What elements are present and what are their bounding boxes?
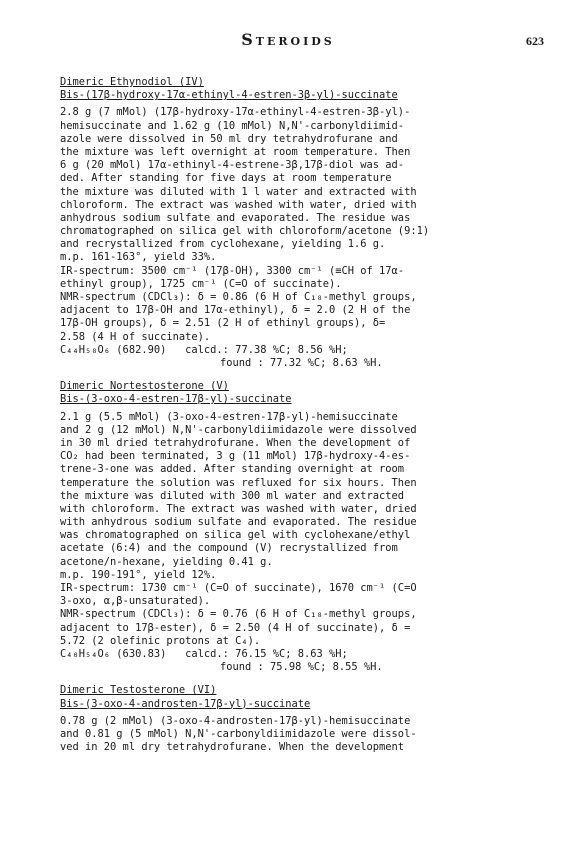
- running-head: [0, 30, 576, 52]
- text-line: 2.1 g (5.5 mMol) (3-oxo-4-estren-17β-yl)-hemisuccinate: [60, 410, 398, 423]
- text-line: acetate (6:4) and the compound (V) recrystallized from: [60, 542, 398, 555]
- section-gap: [60, 754, 538, 758]
- text-line: m.p. 161-163°, yield 33%.: [60, 251, 217, 264]
- text-line: hemisuccinate and 1.62 g (10 mMol) N,N'-carbonyldiimid-: [60, 119, 405, 132]
- text-line: 6 g (20 mMol) 17α-ethinyl-4-estrene-3β,17β-diol was ad-: [60, 159, 405, 172]
- found-values: found : 77.32 %C; 8.63 %H.: [220, 356, 383, 369]
- molecular-formula: C₄₀H₅₄O₆ (630.83): [60, 647, 167, 660]
- text-line: 5.72 (2 olefinic protons at C₄).: [60, 634, 261, 647]
- elemental-analysis-calcd: [60, 344, 538, 357]
- section-2: [60, 380, 538, 674]
- text-line: the mixture was diluted with 300 ml water and extracted: [60, 489, 405, 502]
- section-subtitle: Bis-(3-oxo-4-androsten-17β-yl)-succinate: [60, 697, 311, 710]
- section-subtitle: Bis-(17β-hydroxy-17α-ethinyl-4-estren-3β-yl)-succinate: [60, 89, 398, 102]
- section-gap: [60, 674, 538, 678]
- text-line: the mixture was left overnight at room temperature. Then: [60, 145, 411, 158]
- text-line: azole were dissolved in 50 ml dry tetrahydrofurane and: [60, 132, 398, 145]
- elemental-analysis-found: [60, 357, 538, 370]
- text-line: 2.58 (4 H of succinate).: [60, 330, 211, 343]
- page-number: 623: [526, 34, 544, 48]
- text-line: CO₂ had been terminated, 3 g (11 mMol) 17β-hydroxy-4-es-: [60, 450, 411, 463]
- text-line: was chromatographed on silica gel with cyclohexane/ethyl: [60, 529, 411, 542]
- text-line: the mixture was diluted with 1 l water and extracted with: [60, 185, 417, 198]
- section-title: Dimeric Ethynodiol (IV): [60, 76, 204, 88]
- section-3: [60, 684, 538, 754]
- text-line: and recrystallized from cyclohexane, yielding 1.6 g.: [60, 238, 386, 251]
- section-title: Dimeric Testosterone (VI): [60, 684, 217, 697]
- text-line: temperature the solution was refluxed for six hours. Then: [60, 476, 417, 489]
- text-line: 2.8 g (7 mMol) (17β-hydroxy-17α-ethinyl-4-estren-3β-yl)-: [60, 106, 411, 119]
- text-line: chromatographed on silica gel with chloroform/acetone (9:1): [60, 225, 430, 238]
- molecular-formula: C₄₄H₅₈O₆ (682.90): [60, 343, 167, 356]
- calcd-values: calcd.: 76.15 %C; 8.63 %H;: [185, 647, 348, 660]
- text-line: IR-spectrum: 1730 cm⁻¹ (C=O of succinate), 1670 cm⁻¹ (C=O: [60, 582, 417, 594]
- section-1: [60, 76, 538, 370]
- journal-name: Steroids: [241, 30, 335, 49]
- text-line: 3-oxo, α,β-unsaturated).: [60, 595, 211, 608]
- text-line: adjacent to 17β-ester), δ = 2.50 (4 H of succinate), δ =: [60, 621, 411, 634]
- text-line: trene-3-one was added. After standing overnight at room: [60, 463, 405, 476]
- text-line: IR-spectrum: 3500 cm⁻¹ (17β-OH), 3300 cm⁻¹ (≡CH of 17α-: [60, 264, 405, 277]
- text-line: in 30 ml dried tetrahydrofurane. When the development of: [60, 436, 411, 449]
- calcd-values: calcd.: 77.38 %C; 8.56 %H;: [185, 343, 348, 356]
- text-line: ved in 20 ml dry tetrahydrofurane. When the development: [60, 741, 405, 754]
- text-line: and 2 g (12 mMol) N,N'-carbonyldiimidazole were dissolved: [60, 423, 417, 436]
- text-line: with chloroform. The extract was washed with water, dried: [60, 502, 417, 515]
- text-line: 17β-OH groups), δ = 2.51 (2 H of ethinyl groups), δ=: [60, 317, 386, 330]
- document-body: [60, 70, 538, 758]
- text-line: adjacent to 17β-OH and 17α-ethinyl), δ = 2.0 (2 H of the: [60, 304, 411, 317]
- section-title: Dimeric Nortestosterone (V): [60, 380, 229, 393]
- text-line: NMR-spectrum (CDCl₃): δ = 0.86 (6 H of C₁₈-methyl groups,: [60, 291, 417, 304]
- found-values: found : 75.98 %C; 8.55 %H.: [220, 661, 383, 674]
- text-line: ded. After standing for five days at room temperature: [60, 172, 392, 185]
- text-line: acetone/n-hexane, yielding 0.41 g.: [60, 555, 273, 568]
- text-line: m.p. 190-191°, yield 12%.: [60, 568, 217, 581]
- section-gap: [60, 370, 538, 374]
- text-line: ethinyl group), 1725 cm⁻¹ (C=O of succinate).: [60, 277, 342, 290]
- text-line: NMR-spectrum (CDCl₃): δ = 0.76 (6 H of C₁₈-methyl groups,: [60, 608, 417, 621]
- text-line: and 0.81 g (5 mMol) N,N'-carbonyldiimidazole were dissol-: [60, 727, 417, 740]
- text-line: with anhydrous sodium sulfate and evaporated. The residue: [60, 516, 417, 529]
- elemental-analysis-found: [60, 661, 538, 674]
- text-line: anhydrous sodium sulfate and evaporated. The residue was: [60, 211, 411, 224]
- text-line: chloroform. The extract was washed with water, dried with: [60, 198, 417, 211]
- elemental-analysis-calcd: [60, 648, 538, 661]
- section-subtitle: Bis-(3-oxo-4-estren-17β-yl)-succinate: [60, 393, 292, 406]
- text-line: 0.78 g (2 mMol) (3-oxo-4-androsten-17β-yl)-hemisuccinate: [60, 714, 411, 727]
